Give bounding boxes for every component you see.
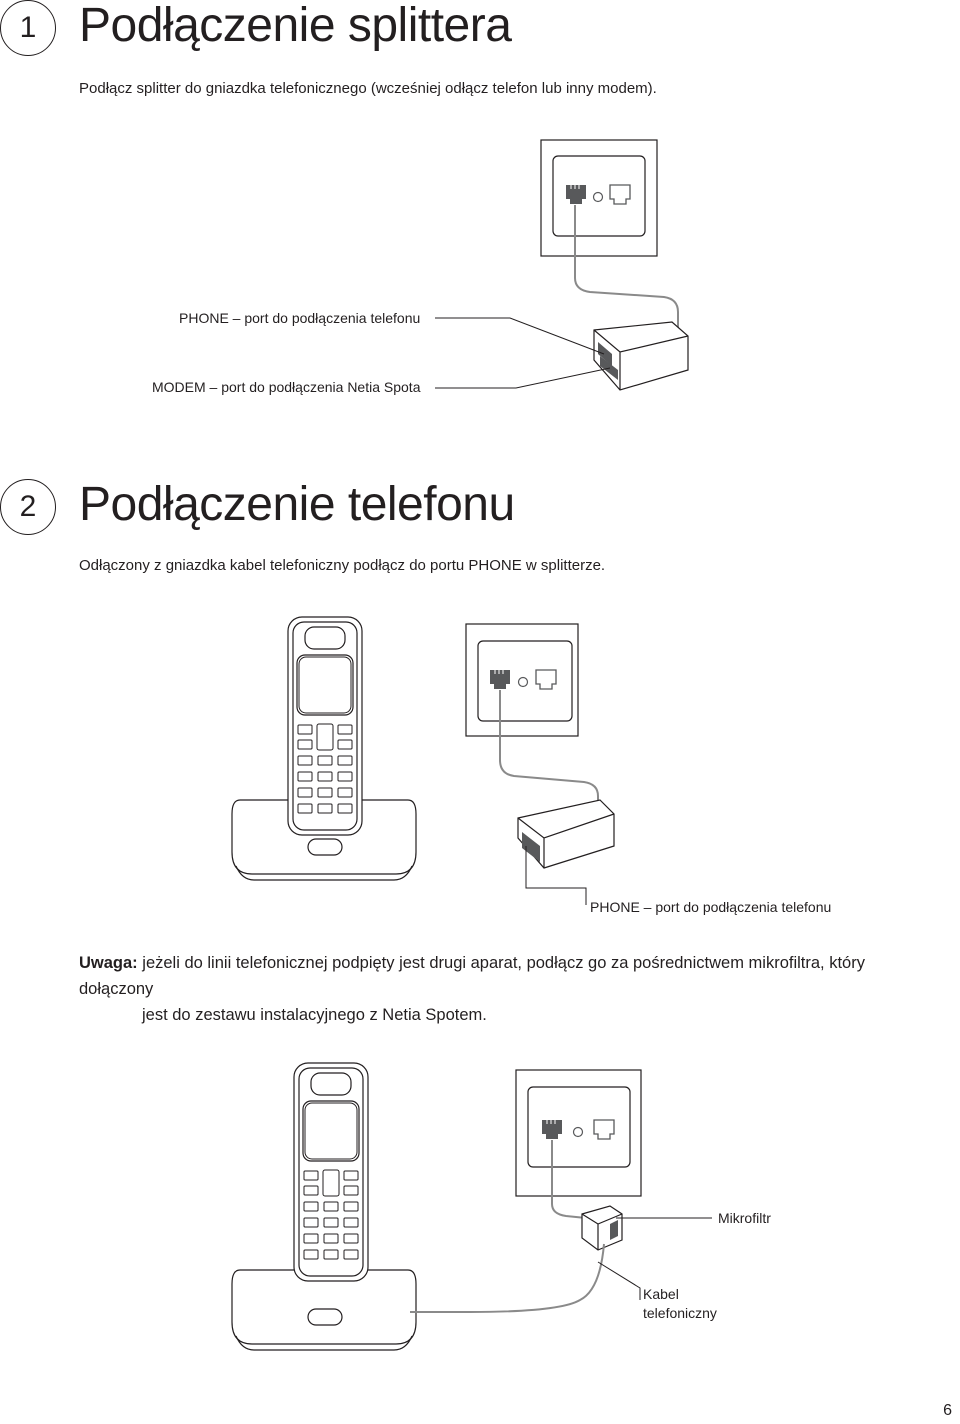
label-cable-line-1: Kabel (643, 1286, 679, 1302)
note-line-2: jest do zestawu instalacyjnego z Netia Spotem. (142, 1006, 487, 1024)
step-1-number: 1 (0, 0, 56, 56)
label-cable-line-2: telefoniczny (643, 1305, 717, 1321)
step-1-title: Podłączenie splittera (79, 0, 512, 52)
wall-socket-3 (516, 1070, 641, 1196)
callout-phone-2: PHONE – port do podłączenia telefonu (590, 899, 832, 915)
step-2-title: Podłączenie telefonu (79, 478, 515, 531)
handset-3 (294, 1063, 368, 1281)
note-label: Uwaga: (79, 954, 138, 972)
callout-line-phone-1 (435, 318, 604, 354)
step-1-description: Podłącz splitter do gniazdka telefonicznego (wcześniej odłącz telefon lub inny modem). (79, 80, 657, 97)
splitter-1 (594, 322, 688, 390)
note-line-1: jeżeli do linii telefonicznej podpięty jest drugi aparat, podłącz go za pośrednictwem mikrofiltra, który dołączony (79, 954, 865, 998)
splitter-2 (518, 800, 614, 868)
callout-modem-1: MODEM – port do podłączenia Netia Spota (152, 379, 421, 395)
step-2-number: 2 (0, 479, 56, 535)
wall-socket-2 (466, 624, 578, 736)
handset-2 (288, 617, 362, 835)
wall-socket-1 (541, 140, 657, 256)
callout-line-cable-3 (598, 1262, 640, 1300)
note (79, 950, 939, 1028)
callout-phone-1: PHONE – port do podłączenia telefonu (179, 310, 421, 326)
cable-3b (410, 1244, 604, 1312)
phone-base-3 (232, 1270, 416, 1350)
step-2-description: Odłączony z gniazdka kabel telefoniczny podłącz do portu PHONE w splitterze. (79, 557, 606, 574)
microfilter-3 (582, 1206, 622, 1250)
label-microfilter: Mikrofiltr (718, 1210, 771, 1226)
page-number: 6 (943, 1402, 952, 1419)
callout-line-modem-1 (435, 368, 610, 388)
